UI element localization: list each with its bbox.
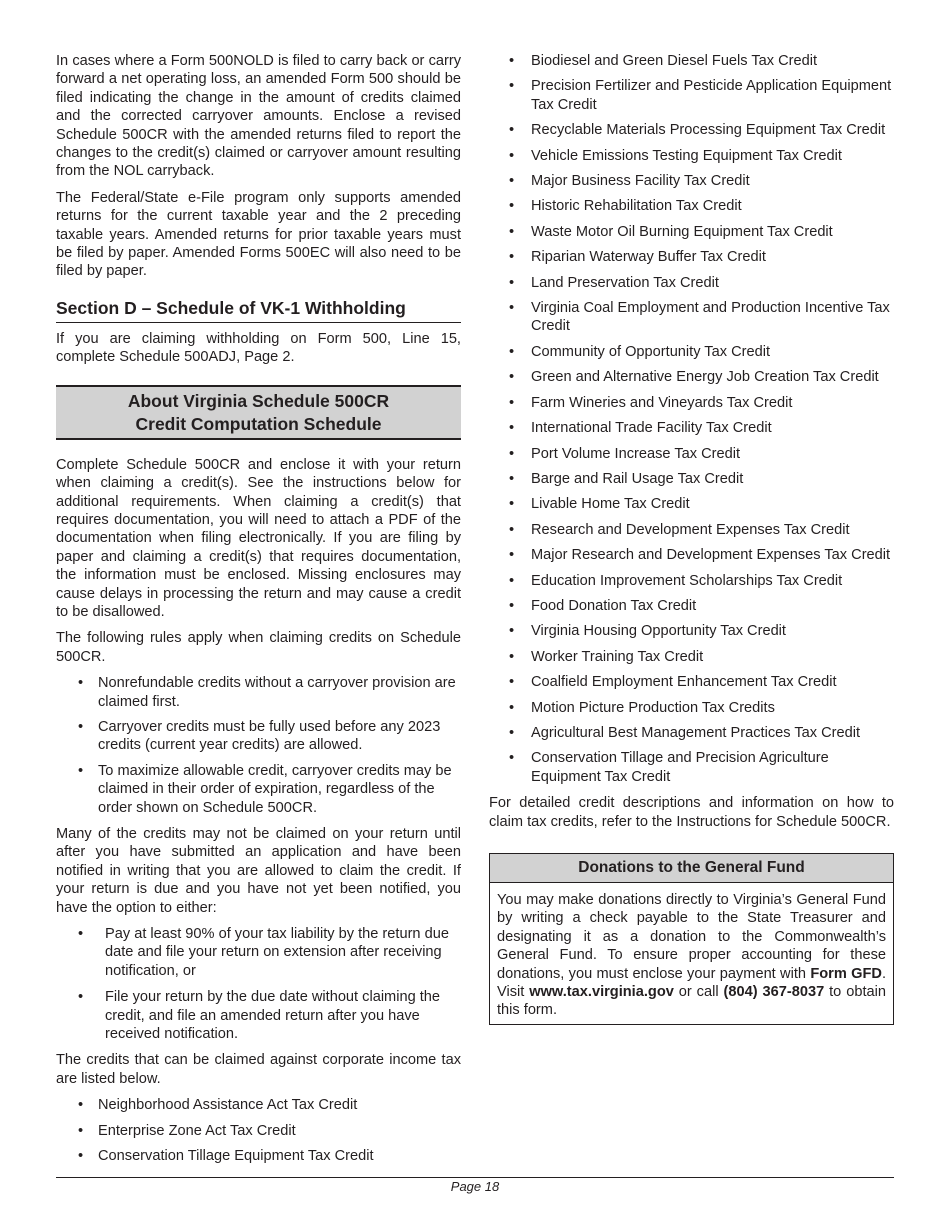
bullet-icon: • bbox=[509, 724, 515, 741]
list-item: • Enterprise Zone Act Tax Credit bbox=[78, 1122, 296, 1139]
schedule-500cr-heading bbox=[56, 385, 461, 440]
list-item: • Agricultural Best Management Practices Tax Credit bbox=[509, 724, 861, 741]
bullet-icon: • bbox=[78, 718, 84, 735]
list-item: • International Trade Facility Tax Credit bbox=[509, 420, 772, 437]
bullet-icon: • bbox=[509, 122, 515, 139]
bullet-icon: • bbox=[509, 198, 515, 215]
list-item: • Land Preservation Tax Credit bbox=[509, 274, 719, 291]
bullet-icon: • bbox=[509, 597, 515, 614]
bullet-icon: • bbox=[509, 420, 515, 437]
rules-list bbox=[56, 674, 461, 817]
list-item: • Carryover credits must be fully used before any 2023 credits (current year credits) are allowed. bbox=[78, 718, 441, 754]
bullet-icon: • bbox=[509, 223, 515, 240]
bullet-icon: • bbox=[78, 926, 84, 943]
left-column bbox=[56, 52, 461, 1174]
list-item: • Virginia Housing Opportunity Tax Credit bbox=[509, 623, 786, 640]
list-item: • Research and Development Expenses Tax Credit bbox=[509, 521, 850, 538]
bullet-icon: • bbox=[509, 394, 515, 411]
bullet-icon: • bbox=[78, 1097, 84, 1114]
bullet-icon: • bbox=[78, 1148, 84, 1165]
credits-list-left bbox=[56, 1096, 461, 1165]
website-link[interactable]: www.tax.virginia.gov bbox=[529, 984, 674, 1001]
section-d-title: Section D – Schedule of VK-1 Withholding bbox=[56, 297, 461, 323]
list-item: • Major Business Facility Tax Credit bbox=[509, 173, 750, 190]
bullet-icon: • bbox=[509, 521, 515, 538]
list-item: • Motion Picture Production Tax Credits bbox=[509, 699, 775, 716]
bullet-icon: • bbox=[509, 496, 515, 513]
list-item: • Food Donation Tax Credit bbox=[509, 597, 697, 614]
list-item: • Education Improvement Scholarships Tax Credit bbox=[509, 572, 843, 589]
list-item: • Green and Alternative Energy Job Creation Tax Credit bbox=[509, 369, 879, 386]
page-number: Page 18 bbox=[450, 1179, 500, 1194]
bullet-icon: • bbox=[509, 648, 515, 665]
list-item: • Community of Opportunity Tax Credit bbox=[509, 343, 771, 360]
bullet-icon: • bbox=[509, 343, 515, 360]
bullet-icon: • bbox=[78, 762, 84, 779]
list-item: • Biodiesel and Green Diesel Fuels Tax Credit bbox=[509, 53, 818, 69]
donations-title: Donations to the General Fund bbox=[490, 854, 893, 883]
list-item: • Precision Fertilizer and Pesticide Application Equipment Tax Credit bbox=[509, 78, 892, 113]
list-item: • Neighborhood Assistance Act Tax Credit bbox=[78, 1097, 358, 1114]
schedule-500cr-heading-line1: About Virginia Schedule 500CR bbox=[127, 390, 390, 411]
phone-number: (804) 367-8037 bbox=[723, 984, 825, 1001]
rules-intro: The following rules apply when claiming credits on Schedule 500CR. bbox=[56, 630, 461, 665]
list-item: • Vehicle Emissions Testing Equipment Tax Credit bbox=[509, 147, 842, 164]
list-item: • Historic Rehabilitation Tax Credit bbox=[509, 198, 742, 215]
credits-intro: The credits that can be claimed against corporate income tax are listed below. bbox=[56, 1052, 461, 1087]
list-item: • Barge and Rail Usage Tax Credit bbox=[509, 470, 744, 487]
list-item: • Major Research and Development Expenses Tax Credit bbox=[509, 547, 891, 564]
schedule-500cr-heading-line2: Credit Computation Schedule bbox=[135, 413, 382, 434]
bullet-icon: • bbox=[509, 173, 515, 190]
bullet-icon: • bbox=[509, 572, 515, 589]
list-item: • File your return by the due date without claiming the credit, and file an amended return after you have received notification. bbox=[78, 989, 441, 1043]
list-item: • Coalfield Employment Enhancement Tax Credit bbox=[509, 674, 837, 691]
list-item: • Nonrefundable credits without a carryover provision are claimed first. bbox=[78, 675, 456, 710]
bullet-icon: • bbox=[509, 53, 515, 69]
list-item: • Waste Motor Oil Burning Equipment Tax Credit bbox=[509, 223, 833, 240]
section-d-text: If you are claiming withholding on Form 500, Line 15, complete Schedule 500ADJ, Page 2. bbox=[56, 330, 461, 366]
nold-paragraph: In cases where a Form 500NOLD is filed to carry back or carry forward a net operating loss, an amended Form 500 should be filed indicating the change in the amount of credits claimed and the corrected carryover amounts. Enclose a revised Schedule 500CR with the amended returns filed to report the changes to the credit(s) claimed or carryover amount resulting from the NOL carryback. bbox=[56, 53, 461, 180]
donations-box bbox=[489, 853, 894, 1025]
list-item: • To maximize allowable credit, carryover credits may be claimed in their order of expiration, regardless of the order shown on Schedule 500CR. bbox=[78, 762, 452, 816]
list-item: • Riparian Waterway Buffer Tax Credit bbox=[509, 249, 766, 266]
bullet-icon: • bbox=[509, 369, 515, 386]
bullet-icon: • bbox=[78, 675, 84, 692]
closing-paragraph: For detailed credit descriptions and information on how to claim tax credits, refer to the Instructions for Schedule 500CR. bbox=[489, 795, 894, 830]
bullet-icon: • bbox=[509, 274, 515, 291]
bullet-icon: • bbox=[509, 623, 515, 640]
list-item: • Recyclable Materials Processing Equipment Tax Credit bbox=[509, 122, 886, 139]
notification-paragraph: Many of the credits may not be claimed on your return until after you have submitted an application and have been notified in writing that you are allowed to claim the credit. If your return is due and you have not yet been notified, you have the option to either: bbox=[56, 826, 461, 916]
bullet-icon: • bbox=[509, 147, 515, 164]
bullet-icon: • bbox=[509, 78, 515, 95]
list-item: • Conservation Tillage Equipment Tax Credit bbox=[78, 1148, 374, 1165]
bullet-icon: • bbox=[509, 547, 515, 564]
bullet-icon: • bbox=[509, 674, 515, 691]
right-column bbox=[489, 52, 894, 1025]
bullet-icon: • bbox=[509, 470, 515, 487]
bullet-icon: • bbox=[509, 300, 515, 317]
bullet-icon: • bbox=[509, 750, 515, 767]
form-gfd-name: Form GFD bbox=[810, 965, 882, 982]
bullet-icon: • bbox=[509, 445, 515, 462]
efile-paragraph: The Federal/State e-File program only supports amended returns for the current taxable year and the 2 preceding taxable years. Amended returns for prior taxable years must be filed by paper. Amended Forms 500EC will also need to be filed by paper. bbox=[56, 189, 461, 280]
list-item: • Worker Training Tax Credit bbox=[509, 648, 704, 665]
credits-list-right bbox=[489, 52, 894, 786]
donations-text: You may make donations directly to Virginia’s General Fund by writing a check payable to the State Treasurer and designating it as a donation to the Commonwealth’s General Fund. To ensure proper accounting for these donations, you must enclose your payment with Form GFD. Visit www.tax.virginia.gov or call (804) 367-8037 to obtain this form. bbox=[497, 892, 886, 1019]
list-item: • Livable Home Tax Credit bbox=[509, 496, 690, 513]
list-item: • Port Volume Increase Tax Credit bbox=[509, 445, 741, 462]
list-item: • Virginia Coal Employment and Production Incentive Tax Credit bbox=[509, 300, 890, 335]
list-item: • Pay at least 90% of your tax liability by the return due date and file your return on extension after receiving notification, or bbox=[78, 926, 449, 979]
complete-schedule-paragraph: Complete Schedule 500CR and enclose it with your return when claiming a credit(s). See the instructions below for additional requirements. When claiming a credit(s) that requires documentation, you will need to attach a PDF of the documentation when filing electronically. If you are filing by paper and claiming a credit(s) that requires documentation, the information must be enclosed. Missing enclosures may cause delays in processing the return and may cause a credit to be disallowed. bbox=[56, 456, 461, 620]
bullet-icon: • bbox=[78, 1122, 84, 1139]
list-item: • Conservation Tillage and Precision Agriculture Equipment Tax Credit bbox=[509, 750, 829, 785]
bullet-icon: • bbox=[78, 989, 84, 1006]
bullet-icon: • bbox=[509, 249, 515, 266]
bullet-icon: • bbox=[509, 699, 515, 716]
options-list bbox=[56, 925, 461, 1043]
list-item: • Farm Wineries and Vineyards Tax Credit bbox=[509, 394, 793, 411]
